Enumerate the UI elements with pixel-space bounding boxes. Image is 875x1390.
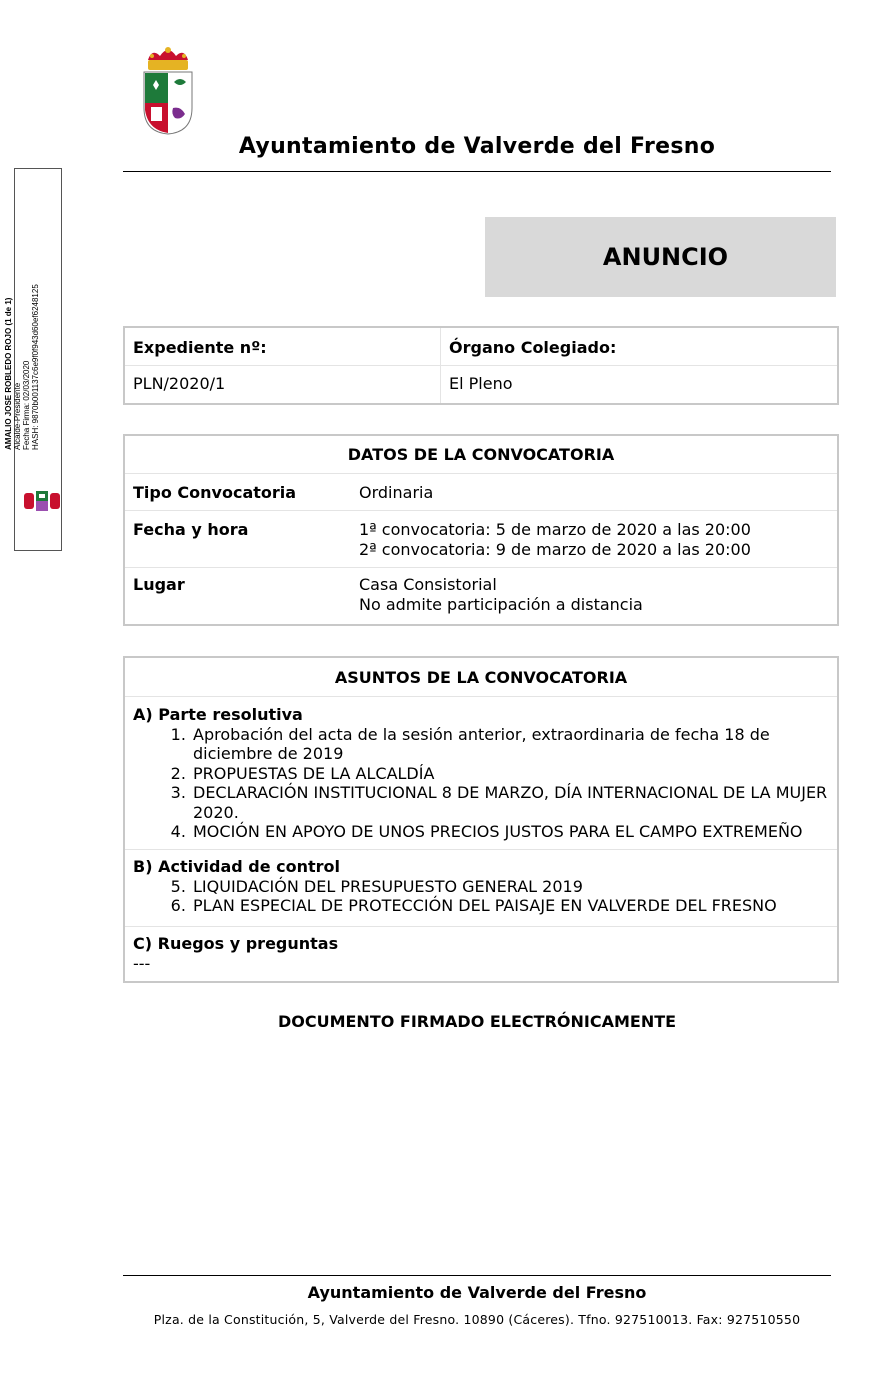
- asuntos-title: ASUNTOS DE LA CONVOCATORIA: [334, 667, 628, 687]
- section-b: [125, 850, 837, 927]
- organo-value: El Pleno: [449, 374, 513, 393]
- lugar-line-2: No admite participación a distancia: [359, 595, 643, 614]
- coat-of-arms-icon: [140, 44, 196, 136]
- signature-hash: HASH: 9870b001137c6e9f0f943d60ef6248125: [31, 284, 40, 450]
- tipo-value: Ordinaria: [359, 483, 434, 502]
- list-item: 1. Aprobación del acta de la sesión anterior, extraordinaria de fecha 18 de diciembre de 2019: [191, 725, 829, 764]
- datos-title: DATOS DE LA CONVOCATORIA: [347, 445, 615, 464]
- section-a-list: [133, 725, 829, 842]
- datos-row-tipo: [125, 474, 837, 511]
- header-rule: [123, 171, 831, 172]
- signature-role: Alcalde-Presidente: [13, 382, 22, 450]
- signature-text: [4, 230, 40, 450]
- footer-town: Ayuntamiento de Valverde del Fresno: [307, 1283, 647, 1302]
- fecha-label: Fecha y hora: [133, 520, 249, 539]
- list-item: 2. PROPUESTAS DE LA ALCALDÍA: [191, 764, 829, 784]
- list-item: 5. LIQUIDACIÓN DEL PRESUPUESTO GENERAL 2019: [191, 877, 829, 897]
- section-c-content: ---: [133, 953, 151, 973]
- section-b-title: B) Actividad de control: [133, 857, 341, 876]
- lugar-line-1: Casa Consistorial: [359, 575, 497, 594]
- footer-address: Plza. de la Constitución, 5, Valverde del Fresno. 10890 (Cáceres). Tfno. 927510013. Fax: 927510550: [153, 1312, 801, 1327]
- fecha-line-2: 2ª convocatoria: 9 de marzo de 2020 a las 20:00: [359, 540, 751, 559]
- datos-row-fecha: [125, 511, 837, 568]
- expediente-label: Expediente nº:: [125, 328, 441, 365]
- datos-header-row: [125, 436, 837, 474]
- list-item: 3. DECLARACIÓN INSTITUCIONAL 8 DE MARZO, DÍA INTERNACIONAL DE LA MUJER 2020.: [191, 783, 829, 822]
- asuntos-header-row: [125, 658, 837, 697]
- signature-signer: AMALIO JOSE ROBLEDO ROJO (1 de 1): [4, 297, 13, 450]
- signed-notice: DOCUMENTO FIRMADO ELECTRÓNICAMENTE: [277, 1012, 677, 1031]
- section-b-list: [133, 877, 829, 916]
- expediente-value-row: [125, 366, 837, 403]
- section-a: [125, 697, 837, 850]
- list-item: 4. MOCIÓN EN APOYO DE UNOS PRECIOS JUSTOS PARA EL CAMPO EXTREMEÑO: [191, 822, 829, 842]
- organo-label: Órgano Colegiado:: [449, 338, 617, 357]
- seal-icon: [22, 489, 62, 513]
- lugar-value: [351, 568, 837, 615]
- page-title: Ayuntamiento de Valverde del Fresno: [238, 134, 716, 159]
- fecha-value: [351, 511, 837, 567]
- footer-rule: [123, 1275, 831, 1276]
- signature-date: Fecha Firma: 02/03/2020: [22, 360, 31, 450]
- asuntos-box: [123, 656, 839, 983]
- anuncio-banner: ANUNCIO: [485, 217, 836, 297]
- section-a-title: A) Parte resolutiva: [133, 705, 303, 724]
- expediente-box: [123, 326, 839, 405]
- fecha-line-1: 1ª convocatoria: 5 de marzo de 2020 a las 20:00: [359, 520, 751, 539]
- section-c: [125, 927, 837, 973]
- datos-box: [123, 434, 839, 626]
- expediente-value: PLN/2020/1: [125, 366, 441, 403]
- list-item: 6. PLAN ESPECIAL DE PROTECCIÓN DEL PAISAJE EN VALVERDE DEL FRESNO: [191, 896, 829, 916]
- datos-row-lugar: [125, 568, 837, 615]
- expediente-header-row: [125, 328, 837, 366]
- section-c-title: C) Ruegos y preguntas: [133, 934, 339, 953]
- tipo-label: Tipo Convocatoria: [133, 483, 297, 502]
- lugar-label: Lugar: [133, 575, 185, 594]
